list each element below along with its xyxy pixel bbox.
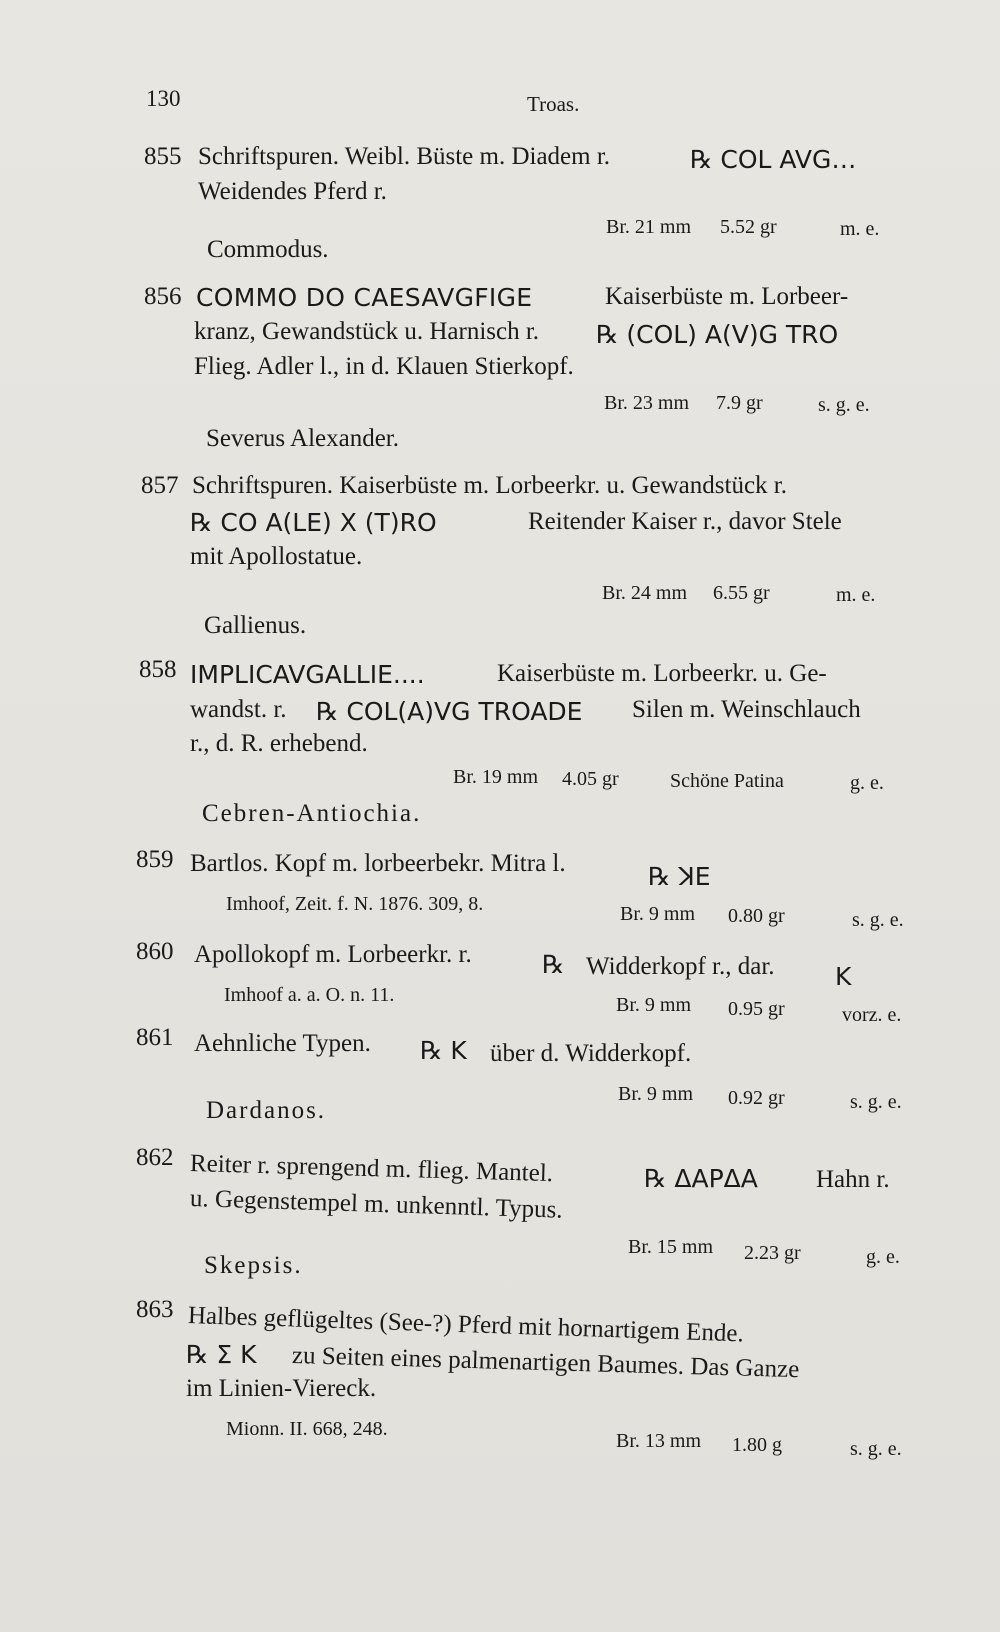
- coin-grade: s. g. e.: [818, 394, 870, 416]
- coin-grade: m. e.: [840, 218, 880, 240]
- coin-note: Schöne Patina: [670, 770, 784, 792]
- entry-number: 858: [139, 656, 177, 683]
- coin-grade: g. e.: [866, 1246, 900, 1268]
- coin-legend: ℞ COL AVG…: [690, 145, 857, 174]
- reference: Imhoof a. a. O. n. 11.: [224, 984, 395, 1006]
- entry-text: Schriftspuren. Weibl. Büste m. Diadem r.: [198, 143, 611, 170]
- coin-weight: 4.05 gr: [562, 768, 619, 790]
- reference: Mionn. II. 668, 248.: [226, 1418, 388, 1440]
- coin-weight: 0.95 gr: [728, 998, 785, 1020]
- coin-grade: m. e.: [836, 584, 876, 606]
- coin-size: Br. 21 mm: [606, 216, 692, 238]
- entry-text: Widderkopf r., dar.: [586, 953, 775, 980]
- coin-legend: ℞ (COL) A(V)G TRO: [596, 320, 839, 349]
- entry-number: 856: [144, 283, 182, 310]
- section-heading: Dardanos.: [206, 1097, 327, 1124]
- entry-text: Reiter r. sprengend m. flieg. Mantel.: [189, 1150, 554, 1188]
- coin-grade: s. g. e.: [850, 1091, 902, 1113]
- entry-text: über d. Widderkopf.: [490, 1040, 692, 1067]
- entry-text: Hahn r.: [816, 1166, 890, 1193]
- entry-text: wandst. r.: [190, 696, 287, 723]
- coin-legend: ℞ CO A(LE) X (T)RO: [190, 508, 437, 537]
- entry-text: Reitender Kaiser r., davor Stele: [528, 508, 842, 535]
- entry-text: Schriftspuren. Kaiserbüste m. Lorbeerkr. u. Gewandstück r.: [192, 472, 787, 499]
- running-title: Troas.: [527, 92, 580, 116]
- coin-legend-symbol: ℞: [542, 952, 565, 979]
- coin-grade: g. e.: [850, 772, 884, 794]
- coin-legend: COMMO DO CAESAVGFIGE: [196, 283, 533, 312]
- entry-number: 859: [136, 846, 174, 873]
- entry-number: 863: [136, 1296, 174, 1323]
- entry-text: zu Seiten eines palmenartigen Baumes. Das Ganze: [291, 1342, 800, 1384]
- entry-text: Halbes geflügeltes (See-?) Pferd mit hornartigem Ende.: [187, 1302, 745, 1348]
- coin-size: Br. 9 mm: [616, 994, 692, 1016]
- coin-weight: 0.80 gr: [728, 905, 785, 927]
- entry-number: 860: [136, 938, 174, 965]
- coin-weight: 5.52 gr: [720, 216, 777, 238]
- entry-number: 857: [141, 472, 179, 499]
- coin-grade: s. g. e.: [850, 1438, 902, 1460]
- section-heading: Commodus.: [207, 236, 329, 263]
- reference: Imhoof, Zeit. f. N. 1876. 309, 8.: [226, 893, 484, 915]
- coin-legend: ℞ Σ K: [186, 1340, 257, 1369]
- entry-text: Apollokopf m. Lorbeerkr. r.: [194, 941, 472, 968]
- coin-weight: 7.9 gr: [716, 392, 763, 414]
- entry-text: r., d. R. erhebend.: [190, 730, 368, 757]
- entry-text: Kaiserbüste m. Lorbeer-: [605, 283, 849, 310]
- entry-text: mit Apollostatue.: [190, 543, 363, 570]
- section-heading: Cebren-Antiochia.: [202, 800, 422, 827]
- coin-size: Br. 15 mm: [628, 1236, 714, 1258]
- coin-grade: vorz. e.: [842, 1004, 902, 1026]
- coin-weight: 1.80 g: [732, 1434, 782, 1456]
- coin-size: Br. 13 mm: [616, 1430, 702, 1452]
- coin-weight: 2.23 gr: [744, 1242, 801, 1264]
- entry-number: 861: [136, 1024, 174, 1051]
- coin-legend: ℞ K: [420, 1036, 467, 1065]
- coin-grade: s. g. e.: [852, 909, 904, 931]
- entry-text: Weidendes Pferd r.: [198, 178, 387, 205]
- coin-size: Br. 9 mm: [618, 1083, 694, 1105]
- coin-size: Br. 24 mm: [602, 582, 688, 604]
- entry-text: Silen m. Weinschlauch: [632, 696, 861, 723]
- page-number: 130: [146, 86, 181, 111]
- coin-legend: ℞ ꓘE: [648, 862, 711, 891]
- coin-size: Br. 23 mm: [604, 392, 690, 414]
- coin-size: Br. 19 mm: [453, 766, 539, 788]
- entry-text: Bartlos. Kopf m. lorbeerbekr. Mitra l.: [190, 850, 566, 877]
- coin-size: Br. 9 mm: [620, 903, 696, 925]
- entry-number: 855: [144, 143, 182, 170]
- entry-text: kranz, Gewandstück u. Harnisch r.: [194, 318, 540, 345]
- coin-legend: ℞ COL(A)VG TROADE: [316, 697, 583, 726]
- coin-legend: IMPLICAVGALLIE....: [190, 660, 425, 689]
- section-heading: Severus Alexander.: [206, 425, 400, 452]
- entry-text: Kaiserbüste m. Lorbeerkr. u. Ge-: [497, 660, 827, 687]
- coin-weight: 6.55 gr: [713, 582, 770, 604]
- section-heading: Skepsis.: [204, 1252, 303, 1279]
- entry-text: Flieg. Adler l., in d. Klauen Stierkopf.: [194, 353, 574, 380]
- entry-text: u. Gegenstempel m. unkenntl. Typus.: [189, 1185, 564, 1224]
- coin-weight: 0.92 gr: [728, 1087, 785, 1109]
- coin-legend: K: [835, 962, 852, 991]
- coin-legend: ℞ ΔΑΡΔΑ: [644, 1164, 758, 1193]
- section-heading: Gallienus.: [204, 612, 307, 639]
- entry-text: im Linien-Viereck.: [186, 1375, 377, 1402]
- entry-number: 862: [136, 1144, 174, 1171]
- entry-text: Aehnliche Typen.: [194, 1030, 371, 1057]
